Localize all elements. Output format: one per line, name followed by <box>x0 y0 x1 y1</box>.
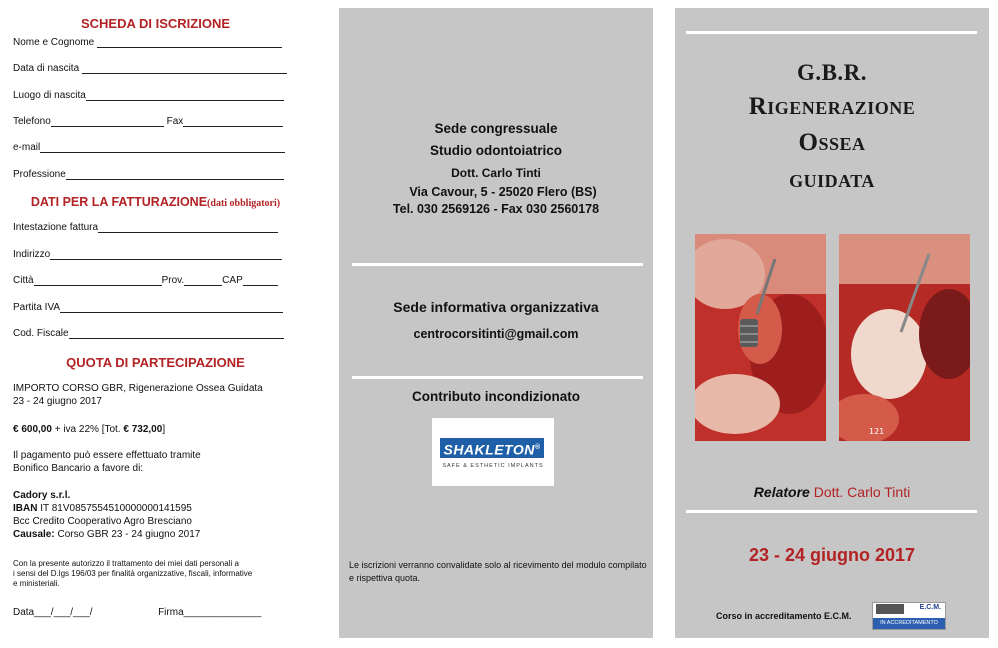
fee-description-line-1: IMPORTO CORSO GBR, Rigenerazione Ossea Guidata <box>13 383 263 394</box>
fee-description-line-2: 23 - 24 giugno 2017 <box>13 396 102 407</box>
speaker-name: Dott. Carlo Tinti <box>813 484 911 500</box>
venue-phone: Tel. 030 2569126 - Fax 030 2560178 <box>392 202 600 216</box>
billing-title-text: DATI PER LA FATTURAZIONE <box>30 195 208 209</box>
birthplace-field-label: Luogo di nascita <box>13 90 86 101</box>
invoice-name-line <box>98 222 278 233</box>
venue-contacts <box>339 184 653 218</box>
fee-price <box>13 423 165 436</box>
fax-field-line <box>183 116 283 127</box>
city-field[interactable] <box>13 275 278 286</box>
sponsor-logo-wordmark <box>440 438 544 458</box>
course-title-line-4: guidata <box>789 166 875 193</box>
venue-block <box>339 118 653 184</box>
speaker-divider <box>686 510 977 513</box>
ecm-text: Corso in accreditamento E.C.M. <box>716 611 852 621</box>
tax-code-label: Cod. Fiscale <box>13 328 69 339</box>
info-title: Sede informativa organizzativa <box>393 299 599 315</box>
ecm-logo-bottom: IN ACCREDITAMENTO <box>873 618 945 629</box>
sponsor-logo-mark: ® <box>534 444 541 451</box>
ecm-logo-top: E.C.M. <box>919 604 941 611</box>
payment-line-2: Bonifico Bancario a favore di: <box>13 463 144 474</box>
vat-line <box>60 302 283 313</box>
vat-field[interactable] <box>13 302 283 313</box>
billing-title-note: (dati obbligatori) <box>207 198 281 209</box>
course-cover-panel <box>675 8 989 638</box>
fee-description <box>13 382 263 408</box>
email-field-line <box>40 142 285 153</box>
company-name: Cadory s.r.l. <box>13 490 71 501</box>
surgery-photo-2-image <box>839 234 970 441</box>
date-field[interactable]: Data___/___/___/ <box>13 607 93 618</box>
privacy-line-1: Con la presente autorizzo il trattamento dei miei dati personali a <box>13 559 239 568</box>
birthdate-field[interactable] <box>13 63 287 74</box>
iban-label: IBAN <box>13 503 38 514</box>
sponsor-title: Contributo incondizionato <box>412 389 580 404</box>
cap-label: CAP <box>222 275 243 286</box>
phone-field-label: Telefono <box>13 116 51 127</box>
sponsor-logo-text: SHAKLETON <box>443 441 535 458</box>
tax-code-line <box>69 328 284 339</box>
registration-title: SCHEDA DI ISCRIZIONE <box>80 16 231 31</box>
price-vat: + iva 22% [Tot. <box>51 424 124 435</box>
registration-note: Le iscrizioni verranno convalidate solo al ricevimento del modulo compilato e rispettiva quota. <box>349 560 647 583</box>
payment-info <box>13 449 201 475</box>
address-line <box>50 249 282 260</box>
profession-field-label: Professione <box>13 169 66 180</box>
date-signature-row <box>13 607 262 618</box>
birthdate-field-label: Data di nascita <box>13 63 80 74</box>
sponsor-logo <box>432 418 554 486</box>
prov-label: Prov. <box>161 275 185 286</box>
city-line <box>34 275 162 286</box>
course-title-line-3: Ossea <box>798 129 866 156</box>
city-label: Città <box>13 275 34 286</box>
phone-field-line <box>51 116 164 127</box>
course-title-gbr: G.B.R. <box>796 60 868 85</box>
fax-field-label: Fax <box>166 116 184 127</box>
tax-code-field[interactable] <box>13 328 284 339</box>
invoice-name-field[interactable] <box>13 222 278 233</box>
venue-title: Sede congressuale <box>434 121 558 136</box>
email-field-label: e-mail <box>13 142 41 153</box>
vat-label: Partita IVA <box>13 302 61 313</box>
phone-field[interactable] <box>13 116 283 127</box>
name-field[interactable] <box>13 37 282 48</box>
privacy-consent <box>13 559 252 589</box>
speaker-label: Relatore <box>753 484 810 500</box>
price-total: € 732,00 <box>123 424 163 435</box>
ecm-logo-figures <box>876 604 904 614</box>
birthdate-field-line <box>82 63 287 74</box>
divider-2 <box>352 376 643 379</box>
photo-label: 121 <box>869 427 885 436</box>
top-divider <box>686 31 977 34</box>
prov-line <box>184 275 222 286</box>
causale-label: Causale: <box>13 529 55 540</box>
name-field-line <box>97 37 282 48</box>
registration-form-panel <box>0 0 300 648</box>
course-date: 23 - 24 giugno 2017 <box>748 545 916 565</box>
cap-line <box>243 275 278 286</box>
invoice-name-label: Intestazione fattura <box>13 222 99 233</box>
signature-field[interactable]: Firma______________ <box>158 607 262 618</box>
venue-info-panel <box>339 8 653 638</box>
course-title-line-2: Rigenerazione <box>748 93 916 120</box>
bank-details <box>13 489 200 541</box>
price-close: ] <box>162 424 166 435</box>
price-net: € 600,00 <box>13 424 52 435</box>
causale-value: Corso GBR 23 - 24 giugno 2017 <box>54 529 201 540</box>
venue-doctor: Dott. Carlo Tinti <box>451 166 541 180</box>
ecm-logo <box>872 602 946 630</box>
profession-field-line <box>66 169 284 180</box>
privacy-line-3: e ministeriali. <box>13 579 60 588</box>
fee-title: QUOTA DI PARTECIPAZIONE <box>66 355 245 370</box>
sponsor-tagline: SAFE & ESTHETIC IMPLANTS <box>442 463 544 469</box>
email-field[interactable] <box>13 142 285 153</box>
privacy-line-2: i sensi del D.lgs 196/03 per finalità organizzative, fiscali, informative <box>13 569 253 578</box>
causale-row <box>13 528 200 541</box>
billing-title <box>13 195 298 209</box>
surgery-photo-1-image <box>695 234 826 441</box>
surgery-photo-1 <box>695 234 826 441</box>
payment-line-1: Il pagamento può essere effettuato tramite <box>13 450 201 461</box>
divider-1 <box>352 263 643 266</box>
info-email[interactable]: centrocorsitinti@gmail.com <box>413 327 579 341</box>
iban-value: IT 81V0857554510000000141595 <box>37 503 192 514</box>
profession-field[interactable] <box>13 169 284 180</box>
venue-address: Via Cavour, 5 - 25020 Flero (BS) <box>409 185 597 199</box>
bank-name: Bcc Credito Cooperativo Agro Bresciano <box>13 516 192 527</box>
address-field[interactable] <box>13 249 282 260</box>
speaker-row <box>675 484 989 500</box>
address-label: Indirizzo <box>13 249 51 260</box>
birthplace-field-line <box>86 90 284 101</box>
surgery-photo-2 <box>839 234 970 441</box>
iban-row <box>13 502 200 515</box>
venue-name: Studio odontoiatrico <box>430 143 562 158</box>
birthplace-field[interactable] <box>13 90 284 101</box>
name-field-label: Nome e Cognome <box>13 37 95 48</box>
